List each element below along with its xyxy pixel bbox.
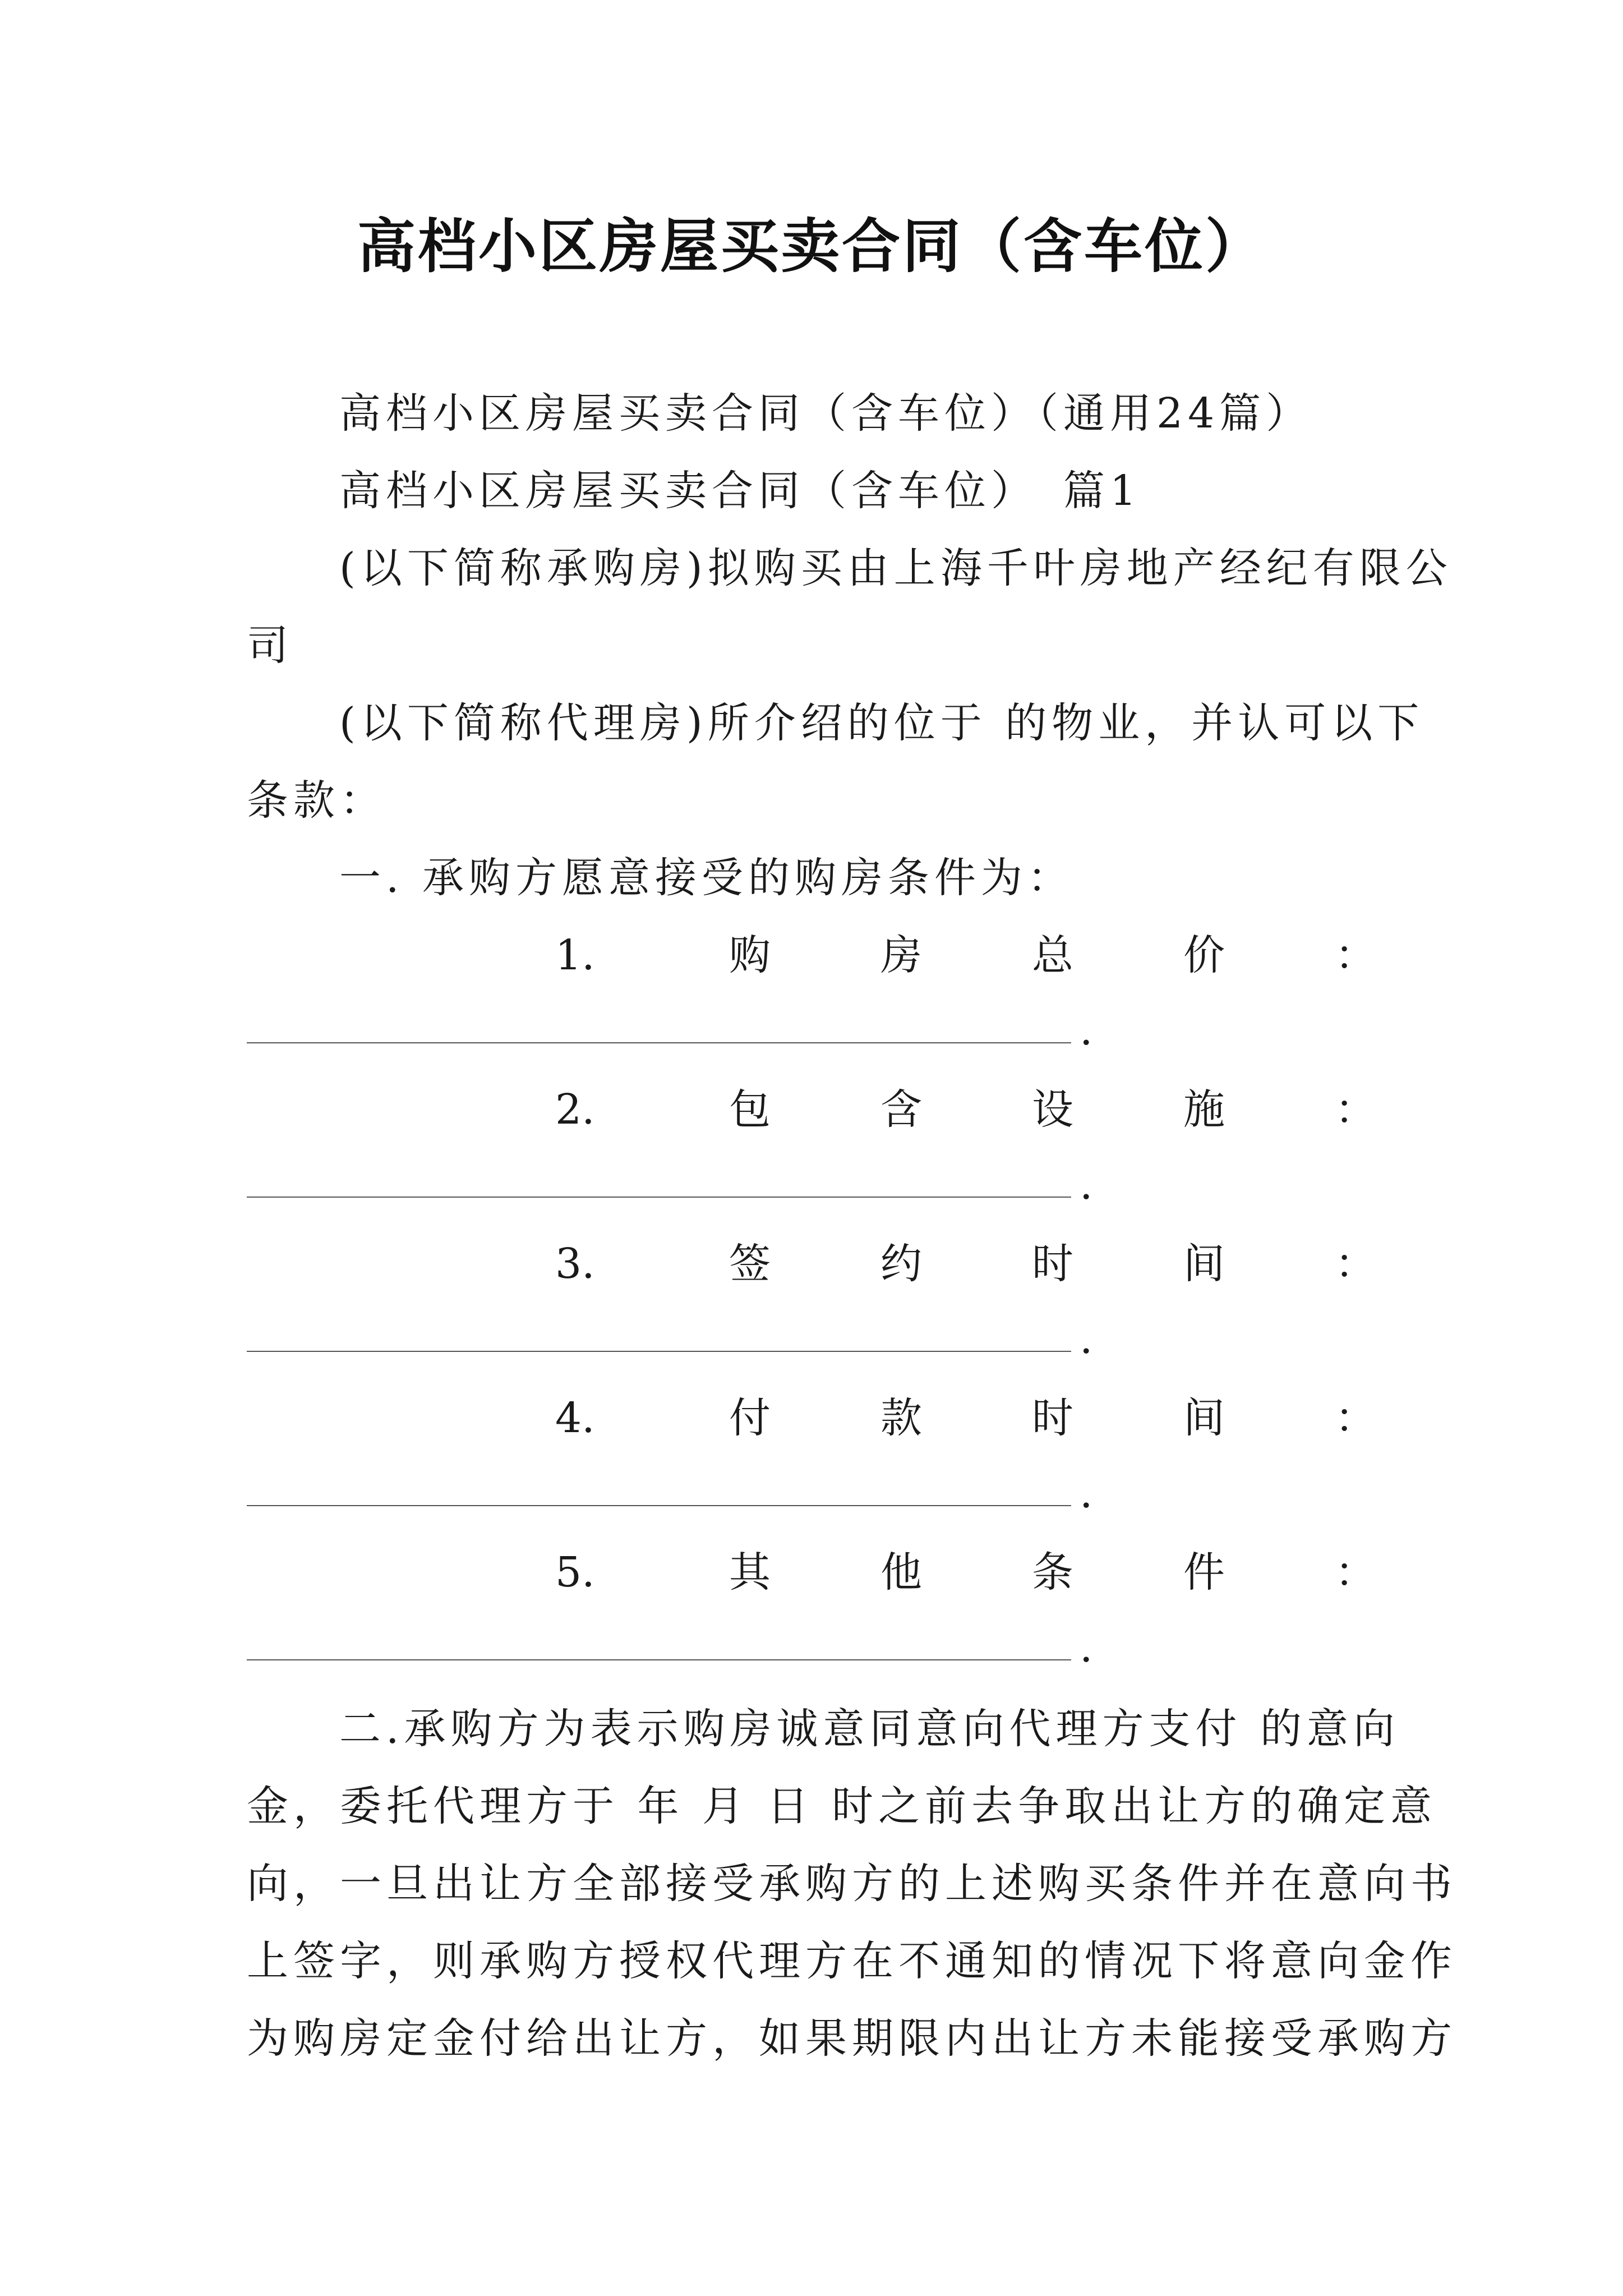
document-subtitle: 高档小区房屋买卖合同（含车位）（通用24篇） xyxy=(339,389,1313,438)
condition-char: 总 xyxy=(1032,931,1073,979)
condition-number: 5. xyxy=(555,1548,595,1596)
condition-char: 款 xyxy=(880,1394,922,1442)
fill-in-blank-line xyxy=(247,1351,1071,1352)
condition-colon: ： xyxy=(1335,1394,1376,1442)
fill-in-blank-line xyxy=(247,1042,1071,1043)
condition-number: 4. xyxy=(555,1394,595,1442)
condition-char: 价 xyxy=(1183,931,1225,979)
condition-char: 条 xyxy=(1032,1548,1073,1596)
condition-char: 时 xyxy=(1032,1240,1073,1288)
condition-char: 房 xyxy=(880,931,922,979)
clause-2-line: 为购房定金付给出让方，如果期限内出让方未能接受承购方 xyxy=(247,2014,1457,2063)
condition-char: 件 xyxy=(1183,1548,1225,1596)
document-title: 高档小区房屋买卖合同（含车位） xyxy=(357,212,1266,280)
condition-number: 2. xyxy=(555,1085,595,1134)
paragraph-1-line-1: (以下简称承购房)拟购买由上海千叶房地产经纪有限公 xyxy=(339,544,1453,592)
condition-char: 付 xyxy=(729,1394,771,1442)
condition-colon: ： xyxy=(1335,1548,1376,1596)
blank-end-period: . xyxy=(1080,1006,1093,1055)
condition-char: 其 xyxy=(729,1548,771,1596)
paragraph-2-line-1: (以下简称代理房)所介绍的位于 的物业，并认可以下 xyxy=(339,699,1424,747)
fill-in-blank-line xyxy=(247,1659,1071,1660)
condition-colon: ： xyxy=(1335,1240,1376,1288)
condition-char: 间 xyxy=(1183,1394,1225,1442)
paragraph-2-line-2: 条款： xyxy=(247,776,386,825)
condition-char: 间 xyxy=(1183,1240,1225,1288)
clause-1-heading: 一. 承购方愿意接受的购房条件为： xyxy=(339,854,1075,902)
condition-colon: ： xyxy=(1335,931,1376,979)
clause-2-line: 二.承购方为表示购房诚意同意向代理方支付 的意向 xyxy=(339,1705,1400,1753)
fill-in-blank-line xyxy=(247,1505,1071,1506)
condition-char: 包 xyxy=(729,1085,771,1134)
clause-2-line: 向，一旦出让方全部接受承购方的上述购买条件并在意向书 xyxy=(247,1860,1457,1908)
condition-row xyxy=(247,1394,1385,1448)
section-heading: 高档小区房屋买卖合同（含车位） 篇1 xyxy=(339,467,1142,515)
blank-end-period: . xyxy=(1080,1315,1093,1363)
condition-char: 施 xyxy=(1183,1085,1225,1134)
condition-char: 签 xyxy=(729,1240,771,1288)
condition-row xyxy=(247,1085,1385,1139)
paragraph-1-line-2: 司 xyxy=(247,622,293,670)
condition-row xyxy=(247,1240,1385,1294)
blank-end-period: . xyxy=(1080,1469,1093,1517)
condition-char: 含 xyxy=(880,1085,922,1134)
condition-colon: ： xyxy=(1335,1085,1376,1134)
condition-number: 3. xyxy=(555,1240,595,1288)
condition-char: 购 xyxy=(729,931,771,979)
condition-char: 他 xyxy=(880,1548,922,1596)
clause-2-line: 上签字，则承购方授权代理方在不通知的情况下将意向金作 xyxy=(247,1937,1457,1985)
condition-row xyxy=(247,931,1385,985)
condition-number: 1. xyxy=(555,931,595,979)
condition-row xyxy=(247,1548,1385,1602)
clause-2-line: 金，委托代理方于 年 月 日 时之前去争取出让方的确定意 xyxy=(247,1782,1437,1830)
blank-end-period: . xyxy=(1080,1161,1093,1209)
condition-char: 时 xyxy=(1032,1394,1073,1442)
blank-end-period: . xyxy=(1080,1623,1093,1672)
fill-in-blank-line xyxy=(247,1197,1071,1198)
condition-char: 约 xyxy=(880,1240,922,1288)
condition-char: 设 xyxy=(1032,1085,1073,1134)
